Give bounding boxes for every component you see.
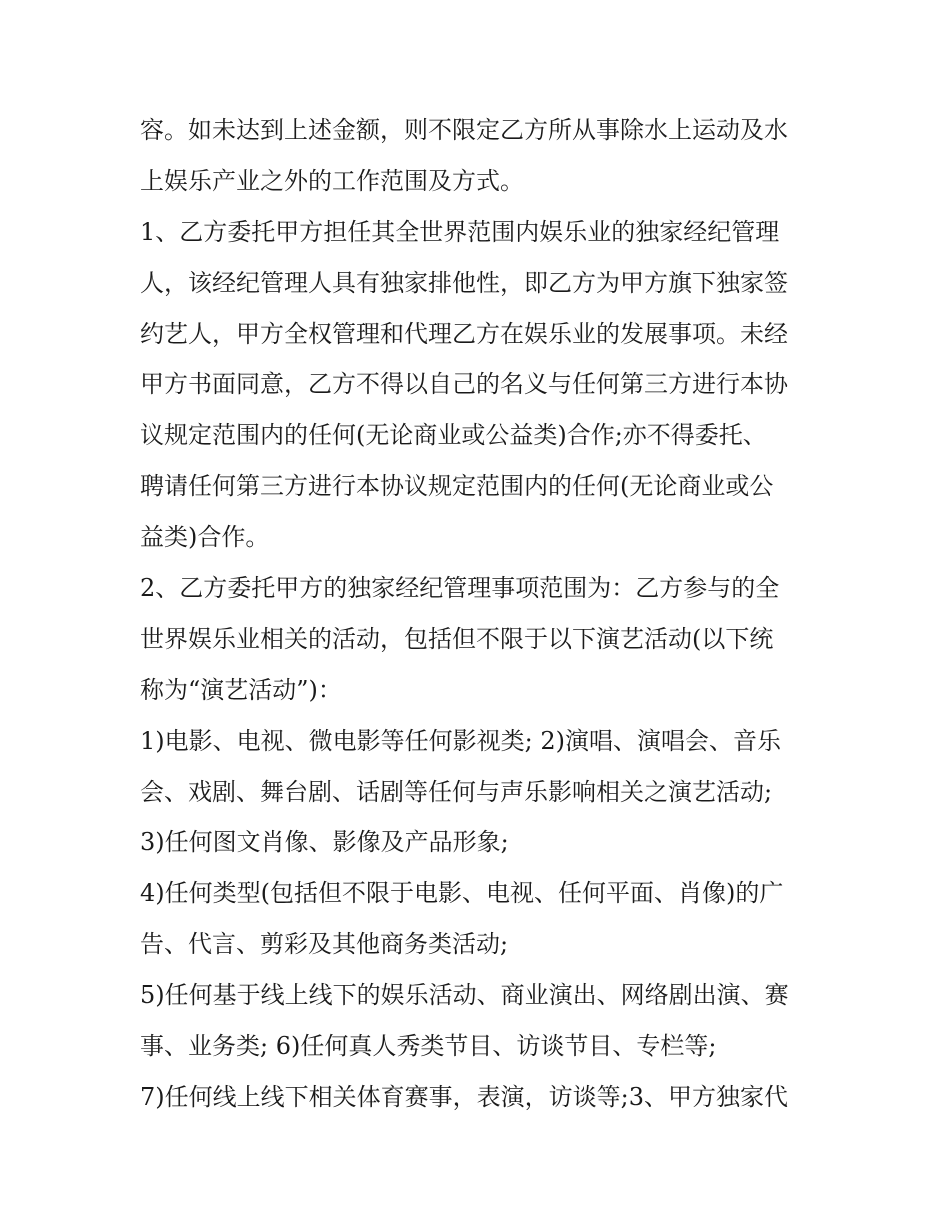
text-line: 3)任何图文肖像、影像及产品形象; <box>140 828 509 857</box>
text-line: 7)任何线上线下相关体育赛事，表演，访谈等;3、甲方独家代 <box>140 1082 788 1111</box>
text-line: 4)任何类型(包括但不限于电影、电视、任何平面、肖像)的广 <box>140 879 784 908</box>
text-line: 会、戏剧、舞台剧、话剧等任何与声乐影响相关之演艺活动; <box>140 777 773 806</box>
text-line: 世界娱乐业相关的活动，包括但不限于以下演艺活动(以下统 <box>140 624 774 653</box>
document-body <box>140 105 820 1123</box>
text-line: 约艺人，甲方全权管理和代理乙方在娱乐业的发展事项。未经 <box>140 319 788 348</box>
text-line: 1)电影、电视、微电影等任何影视类; 2)演唱、演唱会、音乐 <box>140 726 781 755</box>
text-line: 议规定范围内的任何(无论商业或公益类)合作;亦不得委托、 <box>140 421 767 450</box>
text-line: 告、代言、剪彩及其他商务类活动; <box>140 930 509 959</box>
text-line: 聘请任何第三方进行本协议规定范围内的任何(无论商业或公 <box>140 472 774 501</box>
text-line: 事、业务类; 6)任何真人秀类节目、访谈节目、专栏等; <box>140 1032 717 1061</box>
text-line: 容。如未达到上述金额，则不限定乙方所从事除水上运动及水 <box>140 116 788 144</box>
text-line: 益类)合作。 <box>140 523 270 552</box>
text-line: 甲方书面同意，乙方不得以自己的名义与任何第三方进行本协 <box>140 370 788 399</box>
text-line: 1、乙方委托甲方担任其全世界范围内娱乐业的独家经纪管理 <box>140 217 780 246</box>
text-line: 5)任何基于线上线下的娱乐活动、商业演出、网络剧出演、赛 <box>140 981 789 1010</box>
text-line: 人，该经纪管理人具有独家排他性，即乙方为甲方旗下独家签 <box>140 268 788 297</box>
text-line: 上娱乐产业之外的工作范围及方式。 <box>140 166 524 195</box>
text-line: 称为“演艺活动”)： <box>140 675 342 704</box>
text-line: 2、乙方委托甲方的独家经纪管理事项范围为：乙方参与的全 <box>140 574 780 603</box>
